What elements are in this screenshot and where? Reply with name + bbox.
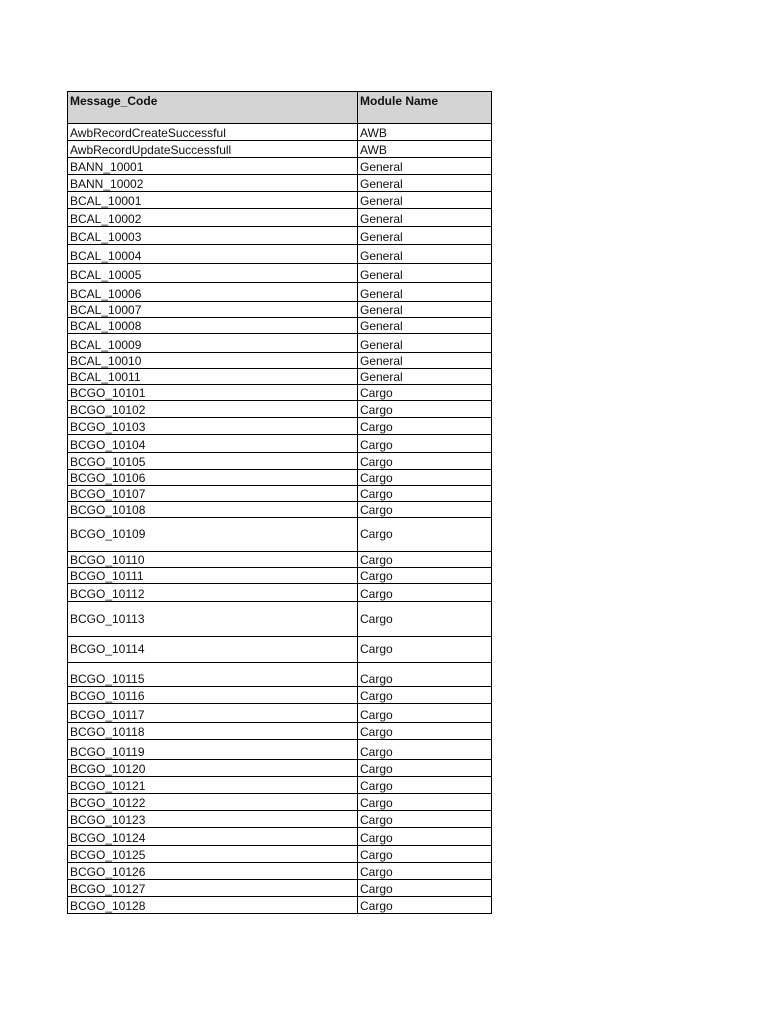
module-name-cell: General	[358, 227, 492, 245]
table-row	[68, 453, 492, 470]
message-code-cell: AwbRecordUpdateSuccessfull	[68, 141, 358, 158]
message-code-cell: BCGO_10101	[68, 385, 358, 401]
table-header-row	[68, 92, 492, 124]
module-name-cell: General	[358, 369, 492, 385]
module-name-cell: Cargo	[358, 401, 492, 418]
module-name-cell: Cargo	[358, 846, 492, 863]
message-code-cell: BCGO_10113	[68, 602, 358, 637]
module-name-cell: Cargo	[358, 518, 492, 552]
message-code-cell: BCAL_10005	[68, 264, 358, 283]
message-code-cell: BCGO_10109	[68, 518, 358, 552]
message-code-cell: BCGO_10103	[68, 418, 358, 435]
message-code-cell: BCAL_10011	[68, 369, 358, 385]
message-code-cell: BCGO_10127	[68, 880, 358, 897]
table-row	[68, 470, 492, 486]
table-row	[68, 740, 492, 760]
table-row	[68, 227, 492, 245]
module-name-cell: General	[358, 283, 492, 302]
table-row	[68, 897, 492, 914]
module-name-cell: Cargo	[358, 760, 492, 777]
table-row	[68, 209, 492, 227]
module-name-cell: Cargo	[358, 637, 492, 663]
module-name-cell: General	[358, 209, 492, 227]
message-code-cell: BCGO_10102	[68, 401, 358, 418]
message-code-cell: BCGO_10126	[68, 863, 358, 880]
table-row	[68, 334, 492, 353]
message-code-cell: BCGO_10120	[68, 760, 358, 777]
message-code-cell: BCGO_10104	[68, 435, 358, 453]
module-name-cell: Cargo	[358, 385, 492, 401]
message-code-cell: BCGO_10112	[68, 584, 358, 602]
table-row	[68, 828, 492, 846]
message-code-cell: BCGO_10107	[68, 486, 358, 502]
message-code-cell: BCAL_10006	[68, 283, 358, 302]
message-code-cell: BCAL_10010	[68, 353, 358, 369]
message-code-cell: BCGO_10118	[68, 723, 358, 740]
module-name-cell: Cargo	[358, 453, 492, 470]
table-row	[68, 124, 492, 141]
module-name-cell: Cargo	[358, 568, 492, 584]
message-code-cell: BCAL_10001	[68, 192, 358, 209]
module-name-cell: General	[358, 353, 492, 369]
table-row	[68, 318, 492, 334]
message-code-cell: BCGO_10125	[68, 846, 358, 863]
table-row	[68, 584, 492, 602]
module-name-cell: Cargo	[358, 880, 492, 897]
table-row	[68, 486, 492, 502]
module-name-cell: General	[358, 264, 492, 283]
module-name-cell: Cargo	[358, 704, 492, 723]
table-row	[68, 518, 492, 552]
table-row	[68, 401, 492, 418]
table-row	[68, 760, 492, 777]
module-name-cell: General	[358, 158, 492, 175]
message-code-cell: BCGO_10114	[68, 637, 358, 663]
module-name-cell: Cargo	[358, 811, 492, 828]
table-row	[68, 369, 492, 385]
table-row	[68, 794, 492, 811]
message-code-cell: BCGO_10105	[68, 453, 358, 470]
table-row	[68, 777, 492, 794]
table-row	[68, 637, 492, 663]
module-name-cell: Cargo	[358, 486, 492, 502]
module-name-cell: General	[358, 302, 492, 318]
message-code-cell: BCGO_10115	[68, 663, 358, 687]
table-row	[68, 880, 492, 897]
table-row	[68, 264, 492, 283]
module-name-cell: General	[358, 175, 492, 192]
message-code-cell: BCGO_10124	[68, 828, 358, 846]
table-row	[68, 141, 492, 158]
table-row	[68, 663, 492, 687]
module-name-cell: Cargo	[358, 740, 492, 760]
module-name-cell: Cargo	[358, 777, 492, 794]
message-code-cell: BCGO_10119	[68, 740, 358, 760]
table-row	[68, 192, 492, 209]
table-row	[68, 245, 492, 264]
message-code-cell: BANN_10001	[68, 158, 358, 175]
module-name-cell: Cargo	[358, 663, 492, 687]
table-row	[68, 846, 492, 863]
table-row	[68, 552, 492, 568]
table-row	[68, 811, 492, 828]
message-code-cell: BCGO_10106	[68, 470, 358, 486]
column-header-message-code: Message_Code	[68, 92, 358, 124]
message-code-cell: BCGO_10111	[68, 568, 358, 584]
module-name-cell: Cargo	[358, 723, 492, 740]
module-name-cell: Cargo	[358, 687, 492, 704]
module-name-cell: AWB	[358, 141, 492, 158]
module-name-cell: AWB	[358, 124, 492, 141]
message-code-cell: BCGO_10108	[68, 502, 358, 518]
table-row	[68, 418, 492, 435]
message-code-cell: BANN_10002	[68, 175, 358, 192]
module-name-cell: Cargo	[358, 828, 492, 846]
module-name-cell: Cargo	[358, 470, 492, 486]
column-header-module-name: Module Name	[358, 92, 492, 124]
message-code-table	[67, 91, 492, 914]
message-code-cell: BCGO_10123	[68, 811, 358, 828]
message-code-cell: BCAL_10007	[68, 302, 358, 318]
table-row	[68, 353, 492, 369]
table-row	[68, 568, 492, 584]
module-name-cell: Cargo	[358, 418, 492, 435]
message-code-cell: BCAL_10003	[68, 227, 358, 245]
message-code-cell: BCAL_10009	[68, 334, 358, 353]
module-name-cell: General	[358, 192, 492, 209]
table-row	[68, 435, 492, 453]
table-row	[68, 863, 492, 880]
table-row	[68, 602, 492, 637]
module-name-cell: Cargo	[358, 435, 492, 453]
module-name-cell: Cargo	[358, 602, 492, 637]
table-row	[68, 158, 492, 175]
message-code-cell: BCGO_10110	[68, 552, 358, 568]
table-row	[68, 175, 492, 192]
message-code-cell: BCGO_10122	[68, 794, 358, 811]
table-row	[68, 704, 492, 723]
module-name-cell: Cargo	[358, 552, 492, 568]
module-name-cell: Cargo	[358, 897, 492, 914]
module-name-cell: Cargo	[358, 584, 492, 602]
module-name-cell: Cargo	[358, 863, 492, 880]
table-row	[68, 687, 492, 704]
message-code-cell: BCAL_10008	[68, 318, 358, 334]
module-name-cell: Cargo	[358, 502, 492, 518]
message-code-cell: BCAL_10004	[68, 245, 358, 264]
message-code-cell: BCGO_10117	[68, 704, 358, 723]
module-name-cell: Cargo	[358, 794, 492, 811]
table-row	[68, 502, 492, 518]
message-code-cell: AwbRecordCreateSuccessful	[68, 124, 358, 141]
module-name-cell: General	[358, 334, 492, 353]
table-row	[68, 283, 492, 302]
table-row	[68, 723, 492, 740]
message-code-cell: BCGO_10128	[68, 897, 358, 914]
table-row	[68, 302, 492, 318]
table-row	[68, 385, 492, 401]
message-code-cell: BCAL_10002	[68, 209, 358, 227]
message-code-cell: BCGO_10116	[68, 687, 358, 704]
module-name-cell: General	[358, 318, 492, 334]
table-body	[68, 124, 492, 914]
module-name-cell: General	[358, 245, 492, 264]
message-code-cell: BCGO_10121	[68, 777, 358, 794]
